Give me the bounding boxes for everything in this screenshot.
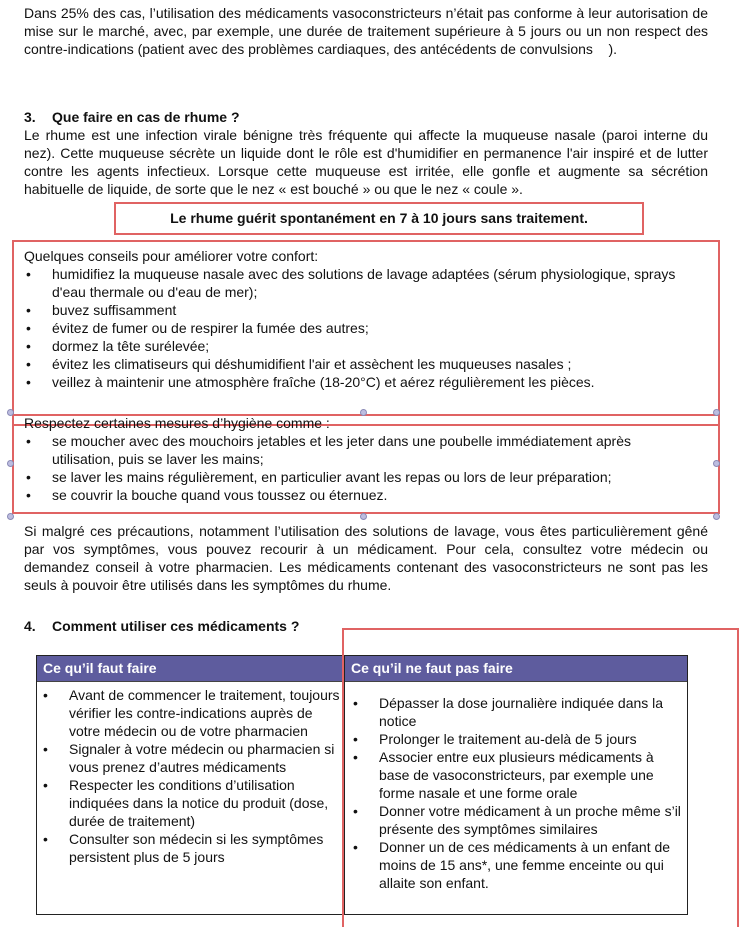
resize-handle-bottom-middle[interactable] xyxy=(360,513,367,520)
dont-item-text: Dépasser la dose journalière indiquée dans la notice xyxy=(379,695,664,729)
comfort-item xyxy=(24,301,694,319)
bullet-icon: • xyxy=(26,374,31,390)
section-4-heading xyxy=(24,617,299,635)
bullet-icon: • xyxy=(26,320,31,336)
do-item xyxy=(41,686,341,740)
intro-paragraph: Dans 25% des cas, l’utilisation des médicaments vasoconstricteurs n’était pas conforme à leur autorisation de mise sur le marché, avec, par exemple, une durée de traitement supérieure à 5 jours ou un non respect des contre-indications (patient avec des problèmes cardiaques, des antécédents de convulsions ). xyxy=(24,5,708,57)
comfort-item-text: évitez les climatiseurs qui déshumidifient l'air et assèchent les muqueuses nasales ; xyxy=(52,356,572,372)
bullet-icon: • xyxy=(26,302,31,318)
dont-item xyxy=(351,730,685,748)
table-column-divider xyxy=(344,656,345,914)
do-list xyxy=(41,686,341,866)
section-3-closing: Si malgré ces précautions, notamment l’utilisation des solutions de lavage, vous êtes particulièrement gêné par vos symptômes, vous pouvez recourir à un médicament. Pour cela, consultez votre médecin ou demandez conseil à votre pharmacien. Les médicaments contenant des vasoconstricteurs ne sont pas les seuls à pouvoir être utilisés dans les symptômes du rhume. xyxy=(24,523,708,593)
dont-item xyxy=(351,694,685,730)
bullet-icon: • xyxy=(353,695,358,711)
resize-handle-top-right[interactable] xyxy=(713,409,720,416)
dont-column-header: Ce qu’il ne faut pas faire xyxy=(345,656,687,681)
do-item-text: Respecter les conditions d’utilisation indiquées dans la notice du produit (dose, durée de traitement) xyxy=(69,777,329,829)
do-column-header: Ce qu’il faut faire xyxy=(37,656,344,681)
right-annotation-right-edge xyxy=(737,628,739,927)
dont-item-text: Donner un de ces médicaments à un enfant de moins de 15 ans*, une femme enceinte ou qui allaite son enfant. xyxy=(379,839,671,891)
resize-handle-bottom-left[interactable] xyxy=(7,513,14,520)
section-3-number: 3. xyxy=(24,109,36,125)
bullet-icon: • xyxy=(43,687,48,703)
bullet-icon: • xyxy=(26,487,31,503)
resize-handle-top-middle[interactable] xyxy=(360,409,367,416)
do-item-text: Signaler à votre médecin ou pharmacien si vous prenez d’autres médicaments xyxy=(69,741,335,775)
bullet-icon: • xyxy=(26,338,31,354)
bullet-icon: • xyxy=(26,266,31,282)
resize-handle-bottom-right[interactable] xyxy=(713,513,720,520)
bullet-icon: • xyxy=(43,741,48,757)
dont-item xyxy=(351,748,685,802)
resize-handle-middle-left[interactable] xyxy=(7,460,14,467)
dont-item-text: Donner votre médicament à un proche même s’il présente des symptômes similaires xyxy=(379,803,681,837)
do-item-text: Avant de commencer le traitement, toujours vérifier les contre-indications auprès de votre médecin ou de votre pharmacien xyxy=(69,687,340,739)
dont-item-text: Associer entre eux plusieurs médicaments à base de vasoconstricteurs, par exemple une forme nasale et une forme orale xyxy=(379,749,654,801)
hygiene-item xyxy=(24,432,694,468)
comfort-item-text: dormez la tête surélevée; xyxy=(52,338,210,354)
dont-item-text: Prolonger le traitement au-delà de 5 jours xyxy=(379,731,637,747)
dont-list xyxy=(351,694,685,892)
comfort-item-text: veillez à maintenir une atmosphère fraîche (18-20°C) et aérez régulièrement les pièces. xyxy=(52,374,595,390)
resize-handle-top-left[interactable] xyxy=(7,409,14,416)
dont-item xyxy=(351,838,685,892)
section-4-title: Comment utiliser ces médicaments ? xyxy=(52,618,300,634)
bullet-icon: • xyxy=(353,839,358,855)
bullet-icon: • xyxy=(43,831,48,847)
hygiene-intro: Respectez certaines mesures d’hygiène comme : xyxy=(24,415,330,431)
comfort-item-text: buvez suffisamment xyxy=(52,302,177,318)
comfort-item-text: humidifiez la muqueuse nasale avec des solutions de lavage adaptées (sérum physiologique, sprays d'eau thermale ou d'eau de mer); xyxy=(52,266,676,300)
right-annotation-left-edge xyxy=(342,628,344,927)
bullet-icon: • xyxy=(26,469,31,485)
table-header-rule xyxy=(37,681,687,682)
bullet-icon: • xyxy=(26,356,31,372)
comfort-item-text: évitez de fumer ou de respirer la fumée des autres; xyxy=(52,320,369,336)
do-item xyxy=(41,830,341,866)
do-item-text: Consulter son médecin si les symptômes persistent plus de 5 jours xyxy=(69,831,324,865)
bullet-icon: • xyxy=(353,731,358,747)
section-4-number: 4. xyxy=(24,618,36,634)
do-item xyxy=(41,740,341,776)
hygiene-item xyxy=(24,486,694,504)
bullet-icon: • xyxy=(26,433,31,449)
hygiene-list xyxy=(24,432,694,504)
bullet-icon: • xyxy=(353,749,358,765)
bullet-icon: • xyxy=(43,777,48,793)
usage-table xyxy=(36,655,688,915)
comfort-item xyxy=(24,373,694,391)
comfort-intro: Quelques conseils pour améliorer votre confort: xyxy=(24,248,319,264)
hygiene-item-text: se laver les mains régulièrement, en particulier avant les repas ou lors de leur préparation; xyxy=(52,469,612,485)
comfort-item xyxy=(24,319,694,337)
hygiene-item-text: se couvrir la bouche quand vous toussez ou éternuez. xyxy=(52,487,388,503)
comfort-list xyxy=(24,265,694,391)
comfort-item xyxy=(24,337,694,355)
comfort-item xyxy=(24,265,694,301)
hygiene-item-text: se moucher avec des mouchoirs jetables et les jeter dans une poubelle immédiatement après utilisation, puis se laver les mains; xyxy=(52,433,631,467)
right-annotation-top-edge xyxy=(342,628,739,630)
section-3-title: Que faire en cas de rhume ? xyxy=(52,109,240,125)
do-item xyxy=(41,776,341,830)
comfort-item xyxy=(24,355,694,373)
section-3-body: Le rhume est une infection virale bénigne très fréquente qui affecte la muqueuse nasale (paroi interne du nez). Cette muqueuse sécrète un liquide dont le rôle est d'humidifier en permanence l'air inspiré et de lutter contre les agents infectieux. Lorsque cette muqueuse est irritée, elle gonfle et augmente sa sécrétion habituelle de liquide, de sorte que le nez « est bouché » ou que le nez « coule ». xyxy=(24,127,708,197)
dont-item xyxy=(351,802,685,838)
resize-handle-middle-right[interactable] xyxy=(713,460,720,467)
hygiene-item xyxy=(24,468,694,486)
highlight-sentence: Le rhume guérit spontanément en 7 à 10 jours sans traitement. xyxy=(170,210,588,226)
section-3-heading xyxy=(24,108,240,126)
bullet-icon: • xyxy=(353,803,358,819)
